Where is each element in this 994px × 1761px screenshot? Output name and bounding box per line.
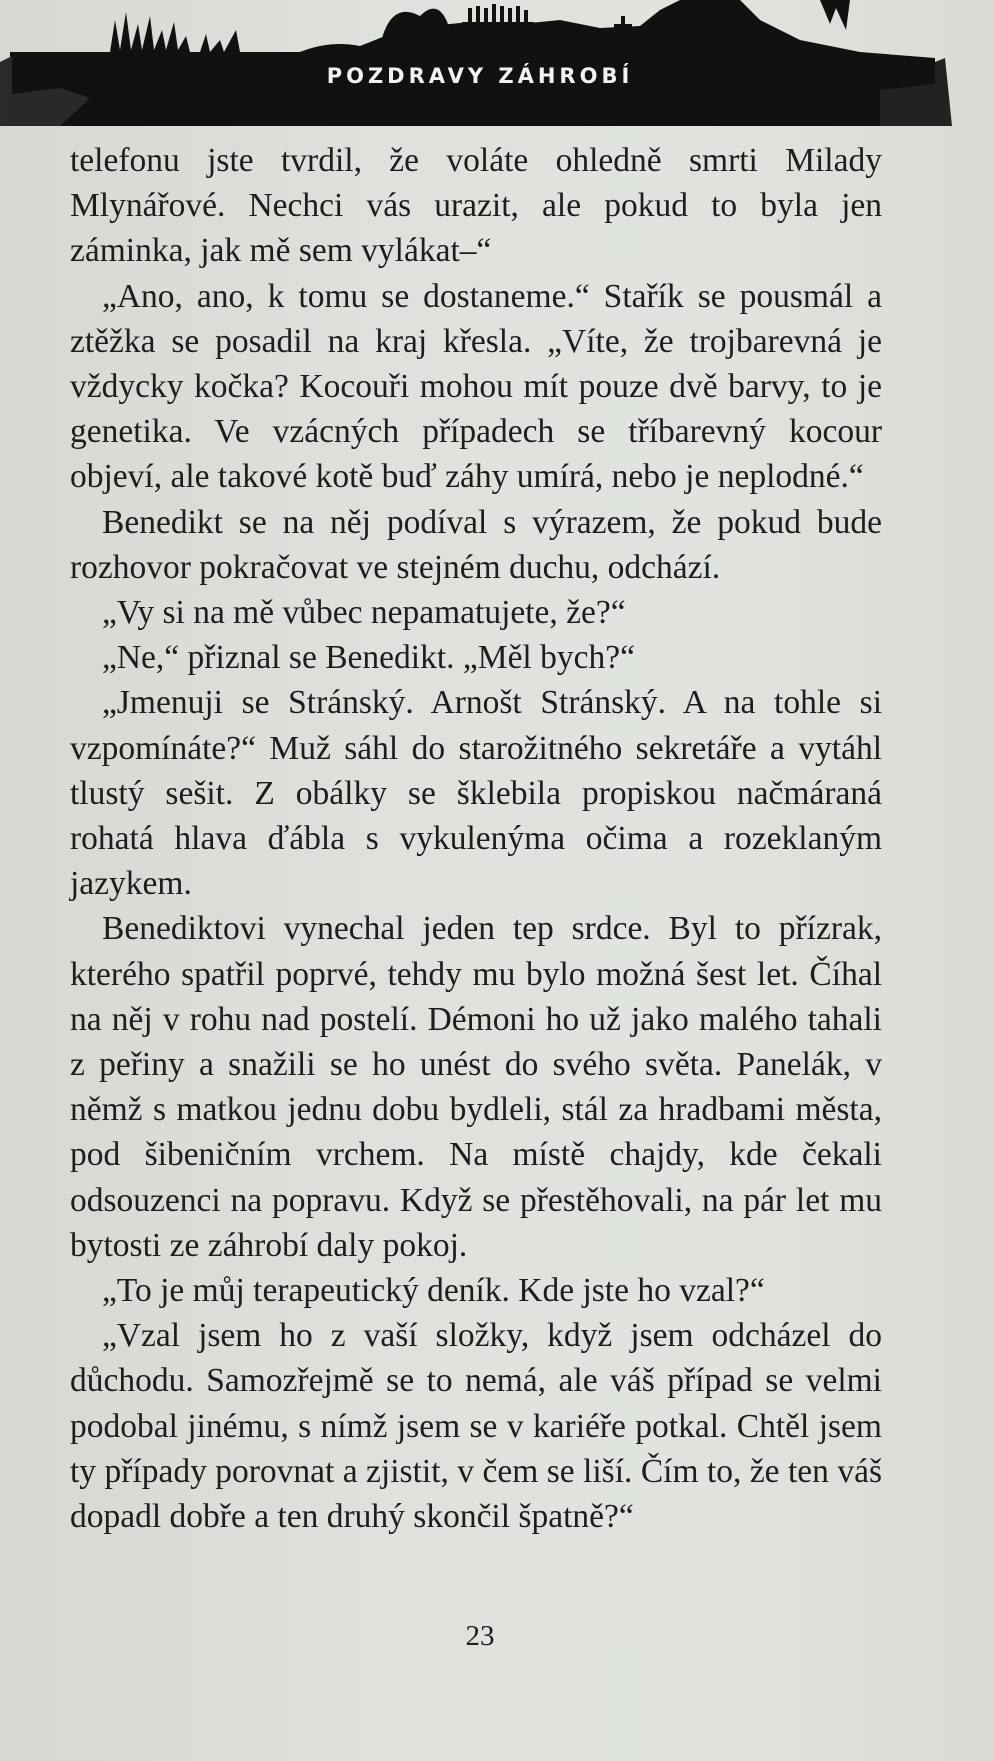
paragraph: „To je můj terapeutický deník. Kde jste ho vzal?“ (102, 1272, 765, 1310)
paragraph: Benediktovi vynechal jeden tep srdce. Byl to přízrak, kterého spatřil poprvé, tehdy mu bylo možná šest let. Číhal na něj v rohu nad postelí. Démoni ho už jako malého tahali z peřiny a snažili se ho unést do svého světa. Panelák, v němž s matkou jednu dobu bydleli, stál za hradbami města, pod šibeničním vrchem. Na místě chajdy, kde čekali odsouzenci na popravu. Když se přestěhovali, na pár let mu bytosti ze záhrobí daly pokoj. (70, 910, 882, 1264)
page-number: 23 (465, 1620, 495, 1652)
paragraph: „Ano, ano, k tomu se dostaneme.“ Stařík se pousmál a ztěžka se posadil na kraj křesla. „Víte, že trojbarevná je vždycky kočka? Kocouři mohou mít pouze dvě barvy, to je genetika. Ve vzácných případech se tříbarevný kocour objeví, ale takové kotě buď záhy umírá, nebo je neplodné.“ (70, 277, 882, 496)
paragraph: „Ne,“ přiznal se Benedikt. „Měl bych?“ (102, 639, 635, 677)
paragraph: „Vzal jsem ho z vaší složky, když jsem odcházel do důchodu. Samozřejmě se to nemá, ale váš případ se velmi podobal jinému, s nímž jsem se v kariéře potkal. Chtěl jsem ty případy porovnat a zjistit, v čem se liší. Čím to, že ten váš dopadl dobře a ten druhý skončil špatně?“ (70, 1317, 882, 1536)
paragraph: „Vy si na mě vůbec nepamatujete, že?“ (102, 594, 626, 632)
paragraph: Benedikt se na něj podíval s výrazem, že pokud bude rozhovor pokračovat ve stejném duchu, odchází. (70, 503, 882, 586)
grave-cross-icon (611, 16, 635, 48)
body-text (70, 138, 882, 1539)
paragraph: telefonu jste tvrdil, že voláte ohledně smrti Milady Mlynářové. Nechci vás urazit, ale pokud to byla jen záminka, jak mě sem vylákat–“ (70, 142, 882, 270)
running-header (0, 0, 994, 130)
running-header-title: POZDRAVY ZÁHROBÍ (326, 64, 634, 88)
paragraph: „Jmenuji se Stránský. Arnošt Stránský. A na tohle si vzpomínáte?“ Muž sáhl do starožitného sekretáře a vytáhl tlustý sešit. Z obálky se šklebila propiskou načmáraná rohatá hlava ďábla s vykulenýma očima a rozeklaným jazykem. (70, 684, 882, 903)
